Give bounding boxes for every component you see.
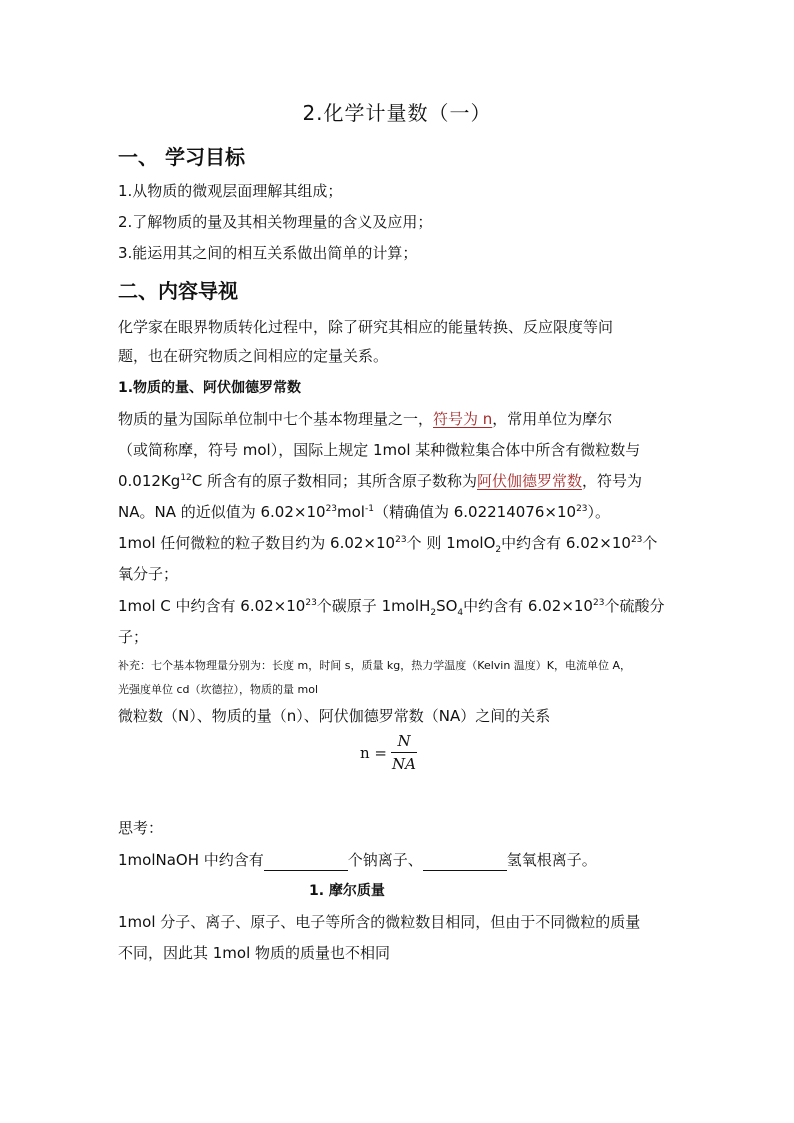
mole-formula	[360, 732, 417, 773]
page-title: 2.化学计量数（一）	[302, 101, 492, 125]
answer-blank-1[interactable]	[264, 852, 348, 871]
symbol-n-link[interactable]: 符号为 n	[433, 410, 493, 428]
paragraph-line-5: 1mol 任何微粒的粒子数目约为 $6.02\times 10^{23}$个 则 1molO$_2$中约含有 $6.02\times 10^{23}$个	[118, 534, 658, 555]
note-line-2: 光强度单位 cd（坎德拉），物质的量 mol	[118, 683, 319, 696]
paragraph-line-8: 子；	[118, 628, 149, 646]
question-line: 1molNaOH 中约含有 个钠离子、 氢氧根离子。	[118, 851, 597, 869]
intro-line-1: 化学家在眼界物质转化过程中，除了研究其相应的能量转换、反应限度等问	[118, 318, 614, 336]
paragraph-line-9: 1mol 分子、离子、原子、电子等所含的微粒数目相同，但由于不同微粒的质量	[118, 913, 641, 931]
paragraph-line-1: 物质的量为国际单位制中七个基本物理量之一，符号为 n，常用单位为摩尔	[118, 410, 613, 428]
formula-lhs: n =	[360, 743, 387, 762]
answer-blank-2[interactable]	[423, 852, 507, 871]
intro-line-2: 题，也在研究物质之间相应的定量关系。	[118, 347, 389, 365]
paragraph-line-3: 0.012Kg$^{12}$C 所含有的原子数相同；其所含原子数称为阿伏伽德罗常数，符号为	[118, 472, 643, 490]
section-heading-content: 二、内容导视	[118, 279, 238, 303]
avogadro-constant-link[interactable]: 阿伏伽德罗常数	[477, 472, 583, 490]
note-line-1: 补充：七个基本物理量分别为：长度 m，时间 s，质量 kg，热力学温度（Kelvin 温度）K，电流单位 A，	[118, 659, 632, 672]
section-heading-goals: 一、 学习目标	[118, 145, 245, 169]
paragraph-line-4: NA。NA 的近似值为 $6.02\times 10^{23}mol^{-1}$（精确值为 $6.02214076\times 10^{23}$）。	[118, 503, 611, 521]
think-label: 思考：	[118, 819, 164, 837]
formula-numerator: N	[397, 732, 411, 750]
paragraph-line-7: 1mol C 中约含有 $6.02\times 10^{23}$个碳原子 $1molH_2SO_4$中约含有 $6.02\times 10^{23}$个硫酸分	[118, 597, 665, 618]
subheading-amount-of-substance: 1.物质的量、阿伏伽德罗常数	[118, 380, 302, 396]
formula-fraction	[391, 732, 417, 773]
goal-item-1: 1.从物质的微观层面理解其组成；	[118, 182, 343, 200]
paragraph-line-10: 不同，因此其 1mol 物质的质量也不相同	[118, 944, 391, 962]
paragraph-line-6: 氧分子；	[118, 565, 179, 583]
relation-text: 微粒数（N）、物质的量（n）、阿伏伽德罗常数（NA）之间的关系	[118, 707, 551, 725]
subheading-molar-mass: 1. 摩尔质量	[309, 883, 385, 899]
goal-item-3: 3.能运用其之间的相互关系做出简单的计算；	[118, 244, 418, 262]
goal-item-2: 2.了解物质的量及其相关物理量的含义及应用；	[118, 213, 433, 231]
formula-denominator: NA	[392, 755, 416, 773]
paragraph-line-2: （或简称摩，符号 mol），国际上规定 1mol 某种微粒集合体中所含有微粒数与	[118, 441, 641, 459]
fraction-bar	[391, 752, 417, 753]
